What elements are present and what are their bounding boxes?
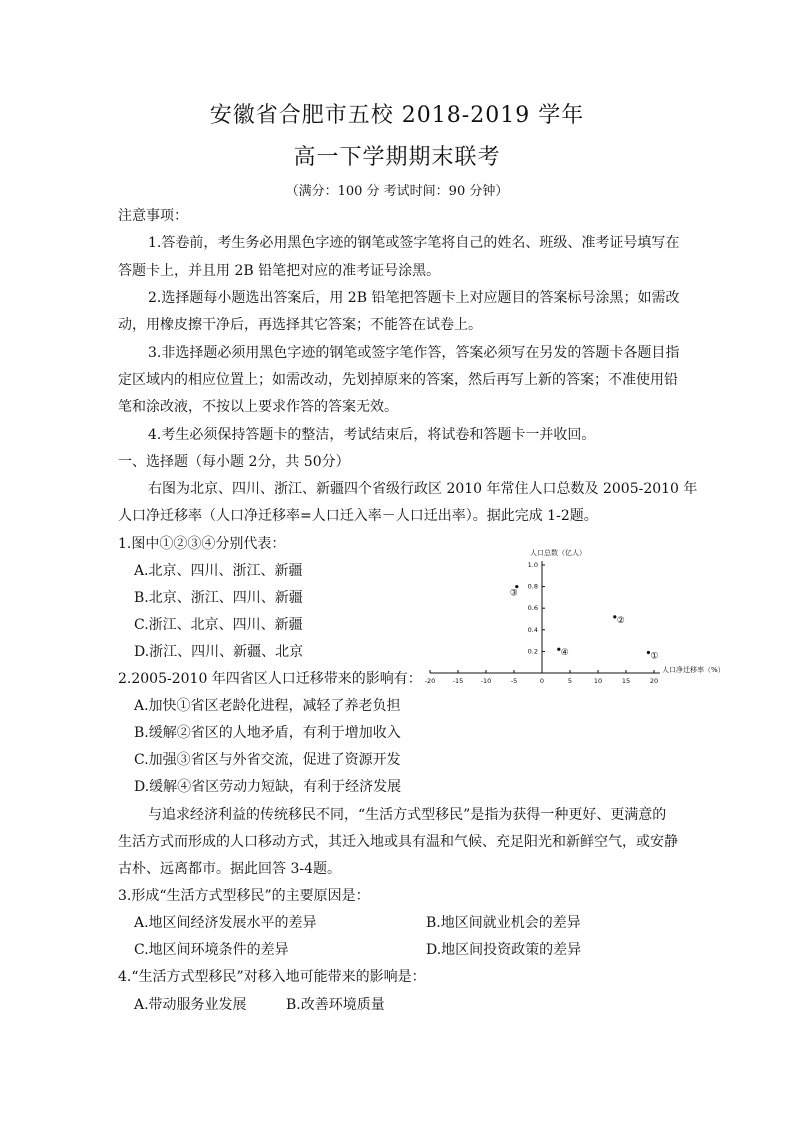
y-axis-title: 人口总数（亿人） — [530, 549, 586, 557]
q3-option-a: A.地区间经济发展水平的差异 — [134, 915, 317, 931]
note-1b: 答题卡上，并且用 2B 铅笔把对应的准考证号涂黑。 — [118, 263, 441, 279]
question-4: 4.“生活方式型移民”对移入地可能带来的影响是： — [118, 969, 426, 985]
point-label: ② — [616, 615, 625, 626]
q1-option-c: C.浙江、北京、四川、新疆 — [134, 617, 303, 633]
point-label: ① — [650, 651, 659, 662]
note-3c: 笔和涂改液，不按以上要求作答的答案无效。 — [118, 399, 398, 415]
note-2b: 动，用橡皮擦干净后，再选择其它答案；不能答在试卷上。 — [118, 317, 482, 333]
x-tick-label: 0 — [539, 677, 545, 685]
population-migration-chart — [418, 545, 736, 685]
q2-option-d: D.缓解④省区劳动力短缺，有利于经济发展 — [134, 779, 402, 795]
chart-layer — [425, 548, 725, 685]
note-1a: 1.答卷前，考生务必用黑色字迹的钢笔或签字笔将自己的姓名、班级、准考证号填写在 — [148, 235, 680, 251]
y-tick-label: 0.8 — [527, 582, 538, 591]
note-4: 4.考生必须保持答题卡的整洁，考试结束后，将试卷和答题卡一并收回。 — [148, 427, 596, 443]
x-tick-label: -15 — [452, 677, 464, 685]
x-tick-label: -5 — [510, 677, 518, 685]
x-tick-label: 20 — [649, 677, 659, 685]
q1-option-b: B.北京、浙江、四川、新疆 — [134, 590, 303, 606]
note-3a: 3.非选择题必须用黑色字迹的钢笔或签字笔作答，答案必须写在另发的答题卡各题目指 — [148, 345, 680, 361]
intro-2c: 古朴、远离都市。据此回答 3-4题。 — [118, 861, 341, 877]
x-tick-label: 10 — [593, 677, 603, 685]
intro-1b: 人口净迁移率（人口净迁移率=人口迁入率－人口迁出率）。据此完成 1-2题。 — [118, 508, 598, 524]
question-1: 1.图中①②③④分别代表： — [118, 536, 286, 552]
y-tick-label: 0.4 — [527, 625, 538, 634]
q2-option-c: C.加强③省区与外省交流，促进了资源开发 — [134, 752, 401, 768]
x-tick-label: -20 — [424, 677, 436, 685]
x-tick-label: 15 — [621, 677, 631, 685]
question-3: 3.形成“生活方式型移民”的主要原因是： — [118, 888, 370, 904]
y-tick-label: 0.2 — [527, 647, 538, 656]
note-3b: 定区域内的相应位置上；如需改动，先划掉原来的答案，然后再写上新的答案；不准使用铅 — [118, 372, 678, 388]
q3-option-c: C.地区间环境条件的差异 — [134, 942, 289, 958]
q1-option-a: A.北京、四川、浙江、新疆 — [134, 563, 303, 579]
section1-heading: 一、选择题（每小题 2分，共 50分） — [118, 454, 350, 470]
intro-2b: 生活方式而形成的人口移动方式，其迁入地或具有温和气候、充足阳光和新鲜空气，或安静 — [118, 834, 678, 850]
q2-option-a: A.加快①省区老龄化进程，减轻了养老负担 — [134, 698, 401, 714]
y-tick-label: 1.0 — [527, 561, 538, 569]
note-2a: 2.选择题每小题选出答案后，用 2B 铅笔把答题卡上对应题目的答案标号涂黑；如需改 — [148, 290, 680, 306]
q3-option-b: B.地区间就业机会的差异 — [426, 915, 581, 931]
exam-title-line2: 高一下学期期末联考 — [293, 145, 501, 170]
q2-option-b: B.缓解②省区的人地矛盾，有利于增加收入 — [134, 725, 401, 741]
q1-option-d: D.浙江、四川、新疆、北京 — [134, 644, 304, 660]
q4-option-a: A.带动服务业发展 — [134, 997, 247, 1013]
q3-option-d: D.地区间投资政策的差异 — [426, 942, 582, 958]
exam-meta: （满分：100 分 考试时间：90 分钟） — [285, 184, 509, 199]
point-label: ④ — [560, 648, 569, 659]
intro-2a: 与追求经济利益的传统移民不同，“生活方式型移民”是指为获得一种更好、更满意的 — [148, 807, 667, 823]
q4-option-b: B.改善环境质量 — [286, 997, 385, 1013]
x-tick-label: -10 — [480, 677, 492, 685]
exam-title-line1: 安徽省合肥市五校 2018-2019 学年 — [209, 103, 585, 128]
point-label: ③ — [509, 588, 518, 599]
intro-1a: 右图为北京、四川、浙江、新疆四个省级行政区 2010 年常住人口总数及 2005-2010 年 — [148, 481, 698, 497]
x-tick-label: 5 — [567, 677, 573, 685]
y-tick-label: 0.6 — [527, 604, 538, 613]
x-axis-title: 人口净迁移率（%） — [662, 666, 725, 674]
question-2: 2.2005-2010 年四省区人口迁移带来的影响有： — [118, 671, 422, 687]
notes-heading: 注意事项： — [118, 208, 188, 224]
